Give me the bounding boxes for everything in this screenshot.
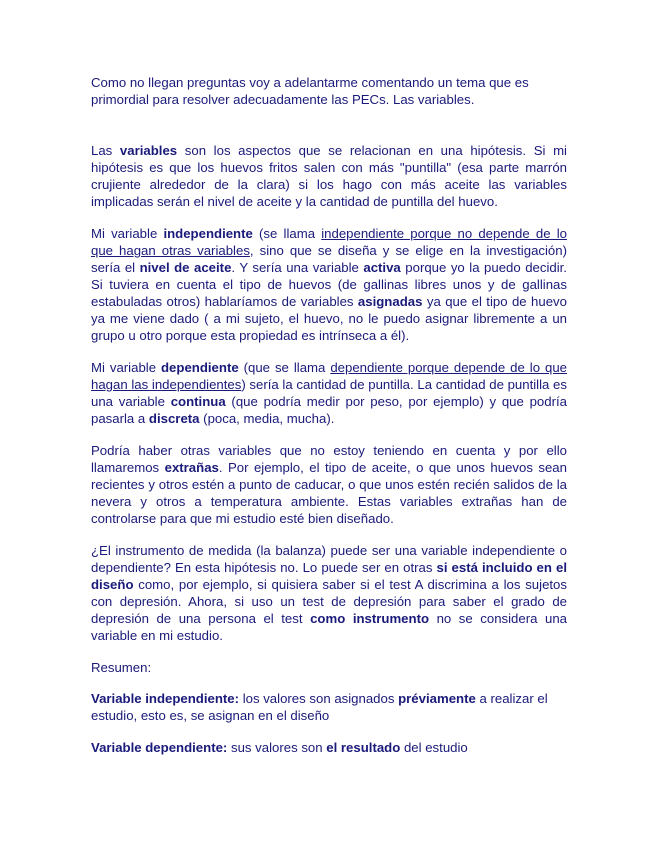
bold-term: dependiente bbox=[161, 360, 239, 375]
extranas-paragraph: Podría haber otras variables que no estoy teniendo en cuenta y por ello llamaremos extrañas. Por ejemplo, el tipo de aceite, o que unos huevos sean recientes y otros estén a punto de caducar, o que unos estén recién salidos de la nevera y otros a temperatura ambiente. Estas variables extrañas han de controlarse para que mi estudio esté bien diseñado. bbox=[91, 443, 567, 526]
bold-term: continua bbox=[170, 394, 226, 409]
summary-dependiente: Variable dependiente: sus valores son el resultado del estudio bbox=[91, 740, 468, 755]
bold-term: discreta bbox=[148, 411, 200, 426]
underlined-definition: independiente porque no depende de lo que hagan otras variables bbox=[91, 226, 567, 258]
bold-term: préviamente bbox=[398, 691, 476, 706]
bold-term: nivel de aceite bbox=[139, 260, 232, 275]
bold-term: Variable independiente: bbox=[91, 691, 240, 706]
intro-paragraph: Como no llegan preguntas voy a adelantarme comentando un tema que es primordial para resolver adecuadamente las PECs. Las variables. bbox=[91, 75, 529, 107]
bold-term: independiente bbox=[163, 226, 253, 241]
independiente-paragraph: Mi variable independiente (se llama independiente porque no depende de lo que hagan otras variables, sino que se diseña y se elige en la investigación) sería el nivel de aceite. Y sería una variable activa porque yo la puedo decidir. Si tuviera en cuenta el tipo de huevos (de gallinas libres unos y de gallinas estabuladas otros) hablaríamos de variables asignadas ya que el tipo de huevo ya me viene dado ( a mi sujeto, el huevo, no le puedo asignar libremente a un grupo u otro porque esta propiedad es intrínseca a él). bbox=[91, 226, 567, 343]
bold-term: si está incluido en el diseño bbox=[91, 560, 567, 592]
underlined-definition: dependiente porque depende de lo que hagan las independientes bbox=[91, 360, 567, 392]
bold-term: el resultado bbox=[326, 740, 401, 755]
variables-paragraph: Las variables son los aspectos que se relacionan en una hipótesis. Si mi hipótesis es que los huevos fritos salen con más "puntilla" (esa parte marrón crujiente alrededor de la clara) si los hago con más aceite las variables implicadas serán el nivel de aceite y la cantidad de puntilla del huevo. bbox=[91, 143, 567, 209]
bold-term: variables bbox=[119, 143, 178, 158]
bold-term: asignadas bbox=[357, 294, 423, 309]
summary-independiente: Variable independiente: los valores son asignados préviamente a realizar el estudio, esto es, se asignan en el diseño bbox=[91, 691, 548, 723]
bold-term: extrañas bbox=[164, 460, 219, 475]
bold-term: activa bbox=[363, 260, 401, 275]
bold-term: como instrumento bbox=[310, 611, 430, 626]
dependiente-paragraph: Mi variable dependiente (que se llama dependiente porque depende de lo que hagan las independientes) sería la cantidad de puntilla. La cantidad de puntilla es una variable continua (que podría medir por peso, por ejemplo) y que podría pasarla a discreta (poca, media, mucha). bbox=[91, 360, 567, 426]
bold-term: Variable dependiente: bbox=[91, 740, 228, 755]
resumen-heading: Resumen: bbox=[91, 660, 152, 675]
instrumento-paragraph: ¿El instrumento de medida (la balanza) puede ser una variable independiente o dependiente? En esta hipótesis no. Lo puede ser en otras si está incluido en el diseño como, por ejemplo, si quisiera saber si el test A discrimina a los sujetos con depresión. Ahora, si uso un test de depresión para saber el grado de depresión de una persona el test como instrumento no se considera una variable en mi estudio. bbox=[91, 543, 568, 643]
